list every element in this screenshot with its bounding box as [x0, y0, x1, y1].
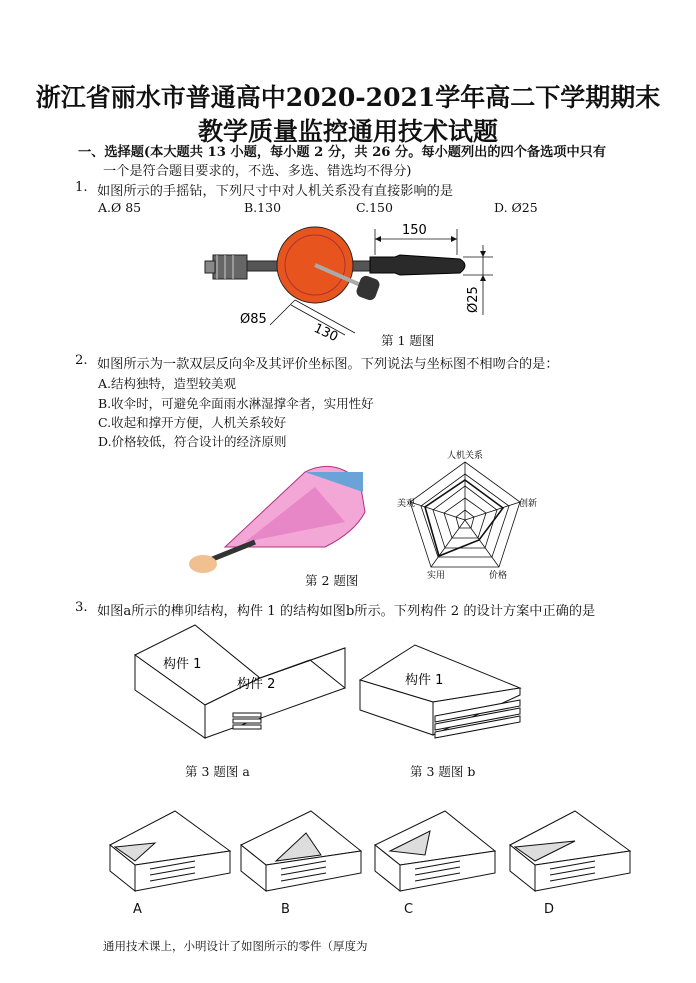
- q1-caption: 第 1 题图: [381, 333, 435, 348]
- choice-b-figure: [236, 803, 366, 895]
- hand-drill-figure: [195, 215, 515, 345]
- mortise-figure-a: [130, 620, 370, 755]
- fig3a-part1-label: 构件 1: [163, 657, 202, 672]
- choice-c-label: C: [404, 902, 414, 917]
- dim-150-label: 150: [402, 223, 427, 238]
- q1-option-b: B.130: [244, 200, 282, 215]
- q2-option-d: D.价格较低，符合设计的经济原则: [98, 434, 287, 449]
- q4-partial-text: 通用技术课上，小明设计了如图所示的零件（厚度为: [103, 939, 368, 953]
- choice-a-label: A: [133, 902, 142, 917]
- q1-option-d: D. Ø25: [494, 200, 538, 215]
- q1-option-c: C.150: [356, 200, 393, 215]
- q1-text: 如图所示的手摇钻，下列尺寸中对人机关系没有直接影响的是: [97, 184, 454, 199]
- radar-label-innovation: 创新: [519, 499, 538, 509]
- choice-a-figure: [105, 803, 235, 895]
- q2-caption: 第 2 题图: [305, 573, 359, 588]
- q2-number: 2.: [75, 353, 88, 368]
- dim-130-label: 130: [311, 321, 341, 345]
- choice-d-figure: [505, 803, 635, 895]
- section-heading: 一、选择题(本大题共 13 小题，每小题 2 分，共 26 分。每小题列出的四个备选项中只有: [78, 145, 607, 160]
- q3-caption-b: 第 3 题图 b: [410, 764, 476, 779]
- dim-85-label: Ø85: [240, 312, 267, 327]
- radar-label-price: 价格: [489, 571, 508, 581]
- mortise-figure-b: [355, 640, 535, 745]
- choice-d-label: D: [544, 902, 555, 917]
- q2-option-a: A.结构独特，造型较美观: [98, 376, 237, 391]
- q3-number: 3.: [75, 600, 88, 615]
- umbrella-photo: [185, 452, 375, 582]
- dim-25-label: Ø25: [466, 286, 481, 313]
- fig3b-part1-label: 构件 1: [405, 673, 444, 688]
- section-heading-cont: 一个是符合题目要求的，不选、多选、错选均不得分): [103, 164, 412, 179]
- q1-option-a: A.Ø 85: [98, 200, 142, 215]
- q3-text: 如图a所示的榫卯结构，构件 1 的结构如图b所示。下列构件 2 的设计方案中正确的是: [97, 604, 596, 619]
- exam-title-line1: 浙江省丽水市普通高中2020-2021学年高二下学期期末: [35, 83, 661, 112]
- radar-chart: [395, 450, 545, 582]
- exam-title-line2: 教学质量监控通用技术试题: [197, 117, 498, 146]
- q3-caption-a: 第 3 题图 a: [185, 764, 250, 779]
- radar-label-ergonomics: 人机关系: [447, 451, 484, 461]
- q2-option-b: B.收伞时，可避免伞面雨水淋湿撑伞者，实用性好: [98, 396, 374, 411]
- choice-b-label: B: [281, 902, 290, 917]
- radar-label-practical: 实用: [427, 571, 446, 581]
- fig3a-part2-label: 构件 2: [237, 677, 276, 692]
- q2-text: 如图所示为一款双层反向伞及其评价坐标图。下列说法与坐标图不相吻合的是：: [97, 357, 559, 372]
- q1-number: 1.: [75, 180, 88, 195]
- radar-label-aesthetics: 美观: [397, 499, 416, 509]
- q2-option-c: C.收起和撑开方便，人机关系较好: [98, 415, 287, 430]
- choice-c-figure: [370, 803, 500, 895]
